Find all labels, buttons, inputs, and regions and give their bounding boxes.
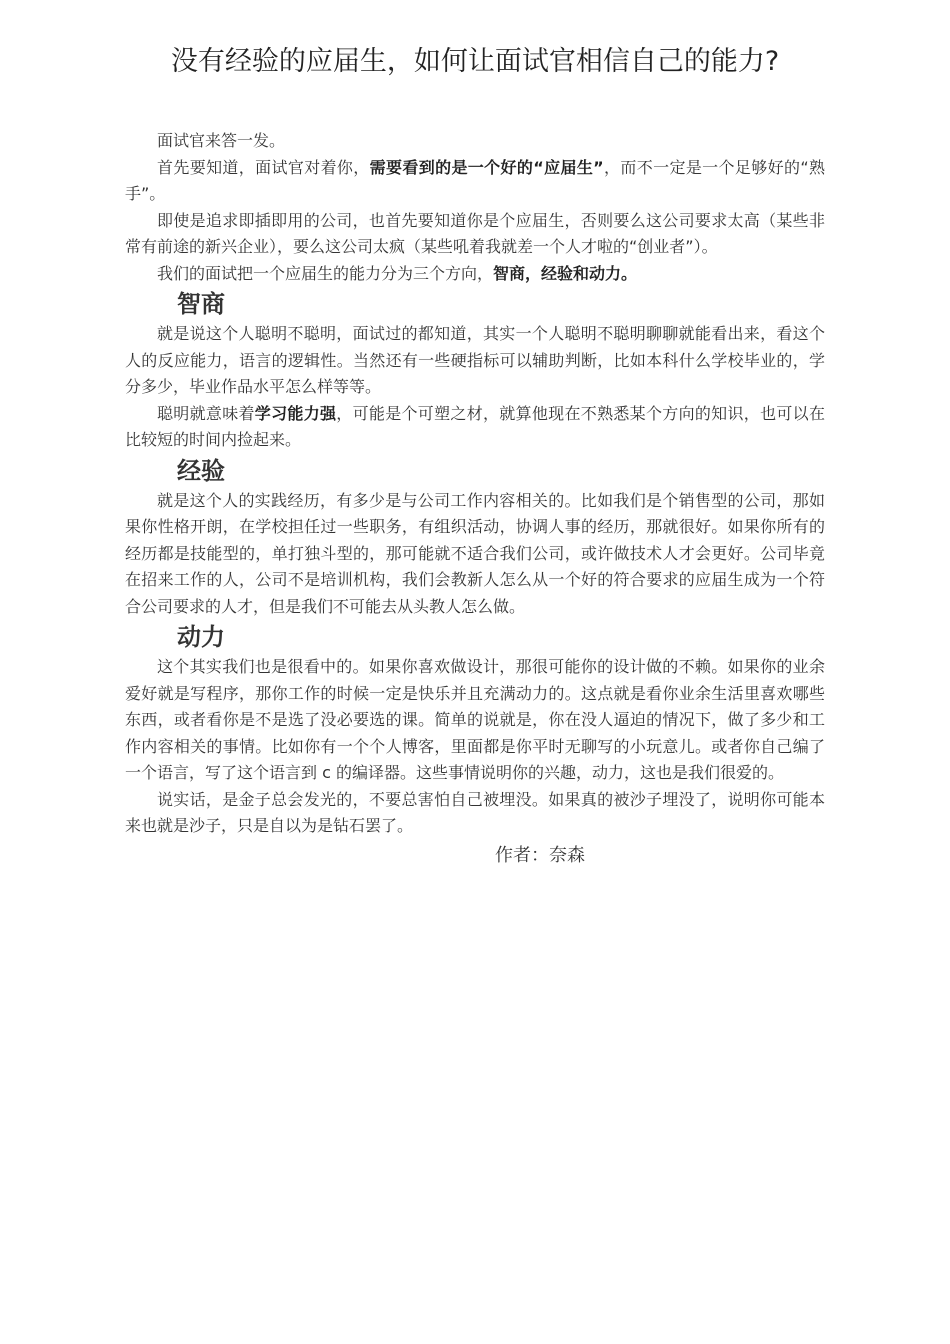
intro-paragraph-2 — [125, 155, 825, 208]
iq-p2-text-c: ，可能是个可塑之材，就算他现在不熟悉某个方向的知识，也可以在比较短的时间内捡起来。 — [125, 403, 825, 449]
intro-paragraph-1: 面试官来答一发。 — [157, 131, 286, 150]
document-body — [125, 128, 825, 870]
section-heading-iq: 智商 — [177, 290, 225, 318]
intro-p4-text-a: 我们的面试把一个应届生的能力分为三个方向， — [157, 263, 494, 283]
intro-p4-bold: 智商，经验和动力。 — [493, 263, 638, 283]
author-line: 作者：奈森 — [495, 844, 585, 866]
intro-p2-text-a: 首先要知道，面试官对着你， — [157, 157, 370, 177]
intro-paragraph-4 — [125, 261, 825, 288]
motivation-paragraph-1: 这个其实我们也是很看中的。如果你喜欢做设计，那很可能你的设计做的不赖。如果你的业余爱好就是写程序，那你工作的时候一定是快乐并且充满动力的。这点就是看你业余生活里喜欢哪些东西，或者看你是不是选了没必要选的课。简单的说就是，你在没人逼迫的情况下，做了多少和工作内容相关的事情。比如你有一个个人博客，里面都是你平时无聊写的小玩意儿。或者你自己编了一个语言，写了这个语言到 c 的编译器。这些事情说明你的兴趣，动力，这也是我们很爱的。 — [125, 657, 825, 782]
intro-p2-text-c: ，而不一定是一个足够好的“熟手”。 — [125, 157, 825, 203]
section-heading-motivation: 动力 — [177, 623, 225, 651]
experience-paragraph-1: 就是这个人的实践经历，有多少是与公司工作内容相关的。比如我们是个销售型的公司，那如果你性格开朗，在学校担任过一些职务，有组织活动，协调人事的经历，那就很好。如果你所有的经历都是技能型的，单打独斗型的，那可能就不适合我们公司，或许做技术人才会更好。公司毕竟在招来工作的人，公司不是培训机构，我们会教新人怎么从一个好的符合要求的应届生成为一个符合公司要求的人才，但是我们不可能去从头教人怎么做。 — [125, 490, 825, 616]
section-heading-experience: 经验 — [177, 456, 225, 485]
closing-paragraph: 说实话，是金子总会发光的，不要总害怕自己被埋没。如果真的被沙子埋没了，说明你可能本来也就是沙子，只是自以为是钻石罢了。 — [125, 789, 825, 835]
iq-p2-bold: 学习能力强 — [254, 403, 337, 423]
intro-paragraph-3: 即使是追求即插即用的公司，也首先要知道你是个应届生，否则要么这公司要求太高（某些非常有前途的新兴企业），要么这公司太疯（某些吼着我就差一个人才啦的“创业者”）。 — [125, 210, 825, 256]
iq-paragraph-1: 就是说这个人聪明不聪明，面试过的都知道，其实一个人聪明不聪明聊聊就能看出来，看这个人的反应能力，语言的逻辑性。当然还有一些硬指标可以辅助判断，比如本科什么学校毕业的，学分多少，毕业作品水平怎么样等等。 — [125, 324, 825, 396]
iq-paragraph-2 — [125, 401, 825, 454]
document-title: 没有经验的应届生，如何让面试官相信自己的能力? — [170, 46, 780, 77]
iq-p2-text-a: 聪明就意味着 — [157, 403, 255, 423]
intro-p2-bold: 需要看到的是一个好的“应届生” — [369, 157, 604, 177]
